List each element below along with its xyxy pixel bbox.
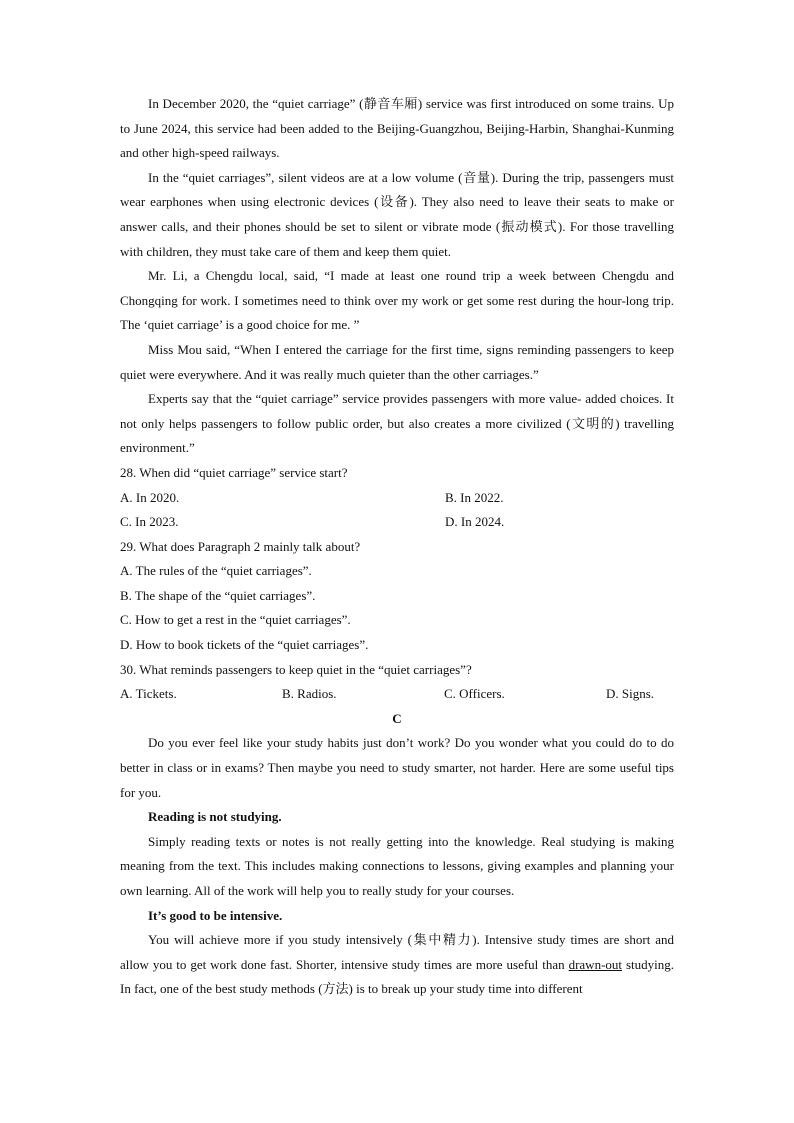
- paragraph-2-text-end: studying. In fact, one of the best study methods (方法) is to break up your study time into different: [120, 956, 674, 997]
- question-29-stem: 29. What does Paragraph 2 mainly talk about?: [120, 538, 361, 554]
- question-28-options: [120, 486, 674, 535]
- question-30-option-d[interactable]: D. Signs.: [606, 686, 655, 702]
- question-30-option-c[interactable]: C. Officers.: [444, 686, 505, 702]
- passage-c-paragraph-1: Simply reading texts or notes is not really getting into the knowledge. Real studying is making meaning from the text. This includes making connections to lessons, giving examples and planning your own learning. All of the work will help you to really study for your courses.: [120, 833, 674, 898]
- exam-page: [120, 92, 674, 1002]
- question-30-option-b[interactable]: B. Radios.: [282, 686, 337, 702]
- question-29-option-c[interactable]: C. How to get a rest in the “quiet carriages”.: [120, 612, 351, 628]
- passage-b-paragraph-4: Miss Mou said, “When I entered the carriage for the first time, signs reminding passengers to keep quiet were everywhere. And it was really much quieter than the other carriages.”: [120, 341, 674, 382]
- passage-c-heading-1: Reading is not studying.: [148, 809, 282, 825]
- passage-b-paragraph-5: Experts say that the “quiet carriage” service provides passengers with more value- added choices. It not only helps passengers to follow public order, but also creates a more civilized (文明的) travelling environment.”: [120, 391, 674, 456]
- question-30-options: [120, 682, 674, 707]
- passage-b-paragraph-2: In the “quiet carriages”, silent videos are at a low volume (音量). During the trip, passengers must wear earphones when using electronic devices (设备). They also need to leave their seats to make or answer calls, and their phones should be set to silent or vibrate mode (振动模式). For those travelling with children, they must take care of them and keep them quiet.: [120, 169, 674, 259]
- section-label-c: C: [392, 710, 402, 726]
- question-29-option-b[interactable]: B. The shape of the “quiet carriages”.: [120, 587, 316, 603]
- question-28-option-a[interactable]: A. In 2020.: [120, 489, 180, 505]
- question-30-option-a[interactable]: A. Tickets.: [120, 686, 177, 702]
- passage-b-paragraph-3: Mr. Li, a Chengdu local, said, “I made at least one round trip a week between Chengdu and Chongqing for work. I sometimes need to think over my work or get some rest during the hour-long trip. The ‘quiet carriage’ is a good choice for me. ”: [120, 268, 674, 333]
- passage-c-intro: Do you ever feel like your study habits just don’t work? Do you wonder what you could do to do better in class or in exams? Then maybe you need to study smarter, not harder. Here are some useful tips for you.: [120, 735, 674, 800]
- question-29-option-d[interactable]: D. How to book tickets of the “quiet carriages”.: [120, 637, 369, 653]
- passage-c-paragraph-2: [120, 928, 674, 1002]
- question-28-option-d[interactable]: D. In 2024.: [445, 514, 505, 530]
- question-29-option-a[interactable]: A. The rules of the “quiet carriages”.: [120, 563, 312, 579]
- passage-c-heading-2: It’s good to be intensive.: [148, 907, 283, 923]
- question-28-option-b[interactable]: B. In 2022.: [445, 489, 504, 505]
- question-28-stem: 28. When did “quiet carriage” service start?: [120, 464, 348, 480]
- question-30-stem: 30. What reminds passengers to keep quiet in the “quiet carriages”?: [120, 661, 472, 677]
- paragraph-2-text-start: You will achieve more if you study intensively (集中精力). Intensive study times are short and allow you to get work done fast. Shorter, intensive study times are more useful than: [120, 932, 674, 972]
- underlined-word: drawn-out: [568, 956, 623, 972]
- question-28-option-c[interactable]: C. In 2023.: [120, 514, 179, 530]
- passage-b-paragraph-1: In December 2020, the “quiet carriage” (静音车厢) service was first introduced on some trains. Up to June 2024, this service had been added to the Beijing-Guangzhou, Beijing-Harbin, Shanghai-Kunming and other high-speed railways.: [120, 96, 674, 161]
